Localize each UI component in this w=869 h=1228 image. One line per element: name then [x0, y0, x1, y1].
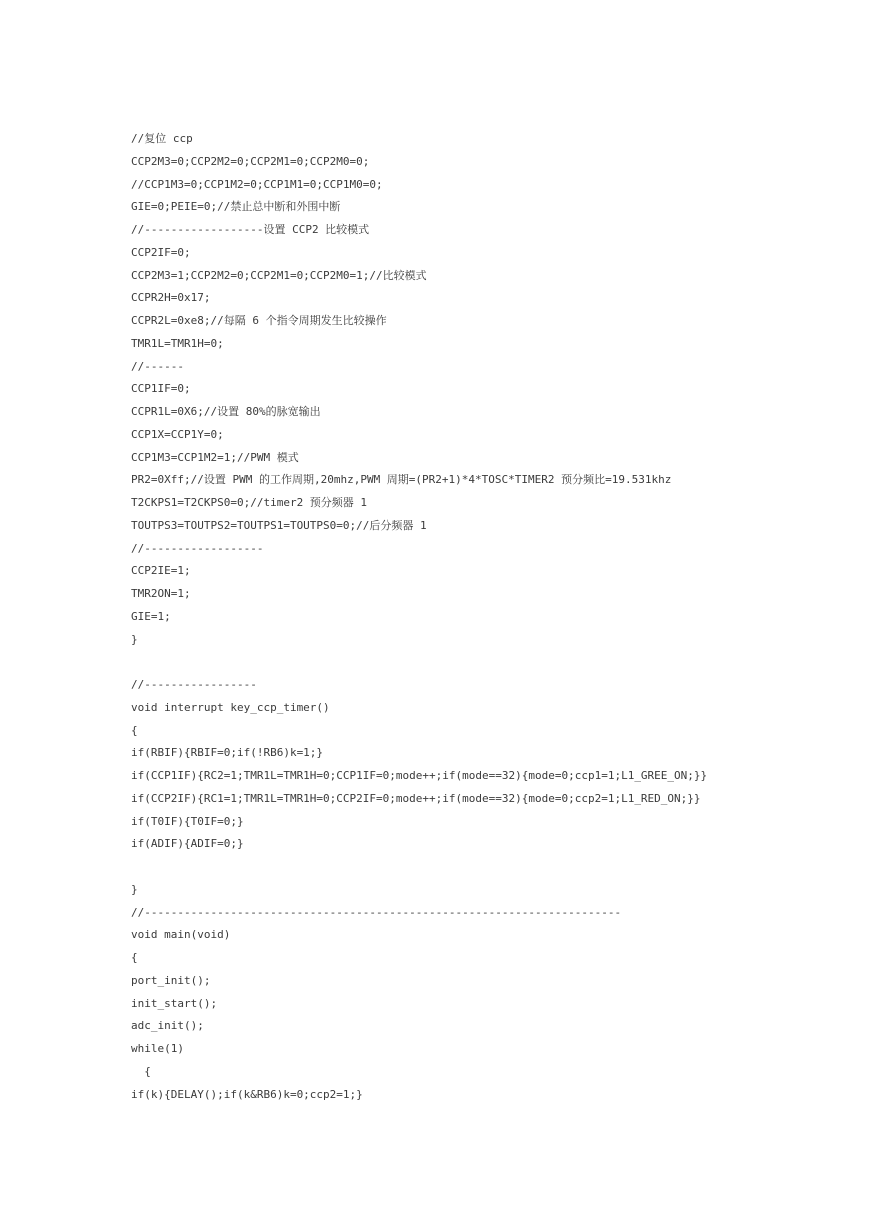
code-line: if(CCP2IF){RC1=1;TMR1L=TMR1H=0;CCP2IF=0;mode++;if(mode==32){mode=0;ccp2=1;L1_RED_ON;}}	[131, 791, 701, 805]
code-listing	[131, 128, 831, 1106]
code-line	[131, 651, 831, 674]
code-line: CCP2M3=1;CCP2M2=0;CCP2M1=0;CCP2M0=1;//比较模式	[131, 268, 427, 282]
code-line: CCP1IF=0;	[131, 382, 191, 396]
code-line: CCP1X=CCP1Y=0;	[131, 427, 224, 441]
code-line: TMR1L=TMR1H=0;	[131, 336, 224, 350]
code-line: }	[131, 632, 138, 646]
code-line: CCP2IF=0;	[131, 245, 191, 259]
code-line: CCP2M3=0;CCP2M2=0;CCP2M1=0;CCP2M0=0;	[131, 154, 370, 168]
code-line: while(1)	[131, 1042, 184, 1055]
code-line: {	[131, 951, 138, 964]
code-line: if(CCP1IF){RC2=1;TMR1L=TMR1H=0;CCP1IF=0;mode++;if(mode==32){mode=0;ccp1=1;L1_GREE_ON;}}	[131, 769, 708, 782]
code-line: TOUTPS3=TOUTPS2=TOUTPS1=TOUTPS0=0;//后分频器 1	[131, 518, 427, 532]
code-line: TMR2ON=1;	[131, 587, 191, 600]
code-line: if(T0IF){T0IF=0;}	[131, 814, 244, 828]
code-line: void main(void)	[131, 928, 231, 942]
code-line: if(ADIF){ADIF=0;}	[131, 837, 244, 851]
code-line: }	[131, 882, 138, 896]
code-line: //复位 ccp	[131, 132, 193, 145]
code-line: init_start();	[131, 996, 218, 1010]
code-line: //CCP1M3=0;CCP1M2=0;CCP1M1=0;CCP1M0=0;	[131, 177, 383, 191]
code-line: CCPR1L=0X6;//设置 80%的脉宽输出	[131, 405, 321, 418]
code-line: GIE=1;	[131, 609, 171, 623]
code-line: {	[131, 1064, 151, 1078]
code-line: if(k){DELAY();if(k&RB6)k=0;ccp2=1;}	[131, 1087, 363, 1101]
code-line: CCPR2L=0xe8;//每隔 6 个指令周期发生比较操作	[131, 314, 387, 327]
code-line: {	[131, 723, 138, 737]
code-line: //------------------	[131, 541, 264, 555]
code-line: port_init();	[131, 973, 211, 987]
code-line: CCP2IE=1;	[131, 564, 191, 578]
code-line: void interrupt key_ccp_timer()	[131, 700, 330, 714]
code-line	[131, 856, 831, 879]
code-line: //-----------------	[131, 678, 257, 691]
code-line: T2CKPS1=T2CKPS0=0;//timer2 预分频器 1	[131, 496, 368, 509]
code-line: CCP1M3=CCP1M2=1;//PWM 模式	[131, 450, 299, 464]
code-line: CCPR2H=0x17;	[131, 291, 211, 305]
code-line: GIE=0;PEIE=0;//禁止总中断和外围中断	[131, 200, 341, 214]
code-line: //------------------设置 CCP2 比较模式	[131, 223, 370, 236]
code-line: //------	[131, 359, 184, 373]
code-line: adc_init();	[131, 1019, 204, 1033]
code-line: //------------------------------------------------------------------------	[131, 905, 622, 919]
code-line: if(RBIF){RBIF=0;if(!RB6)k=1;}	[131, 746, 324, 760]
code-line: PR2=0Xff;//设置 PWM 的工作周期,20mhz,PWM 周期=(PR2+1)*4*TOSC*TIMER2 预分频比=19.531khz	[131, 473, 672, 487]
